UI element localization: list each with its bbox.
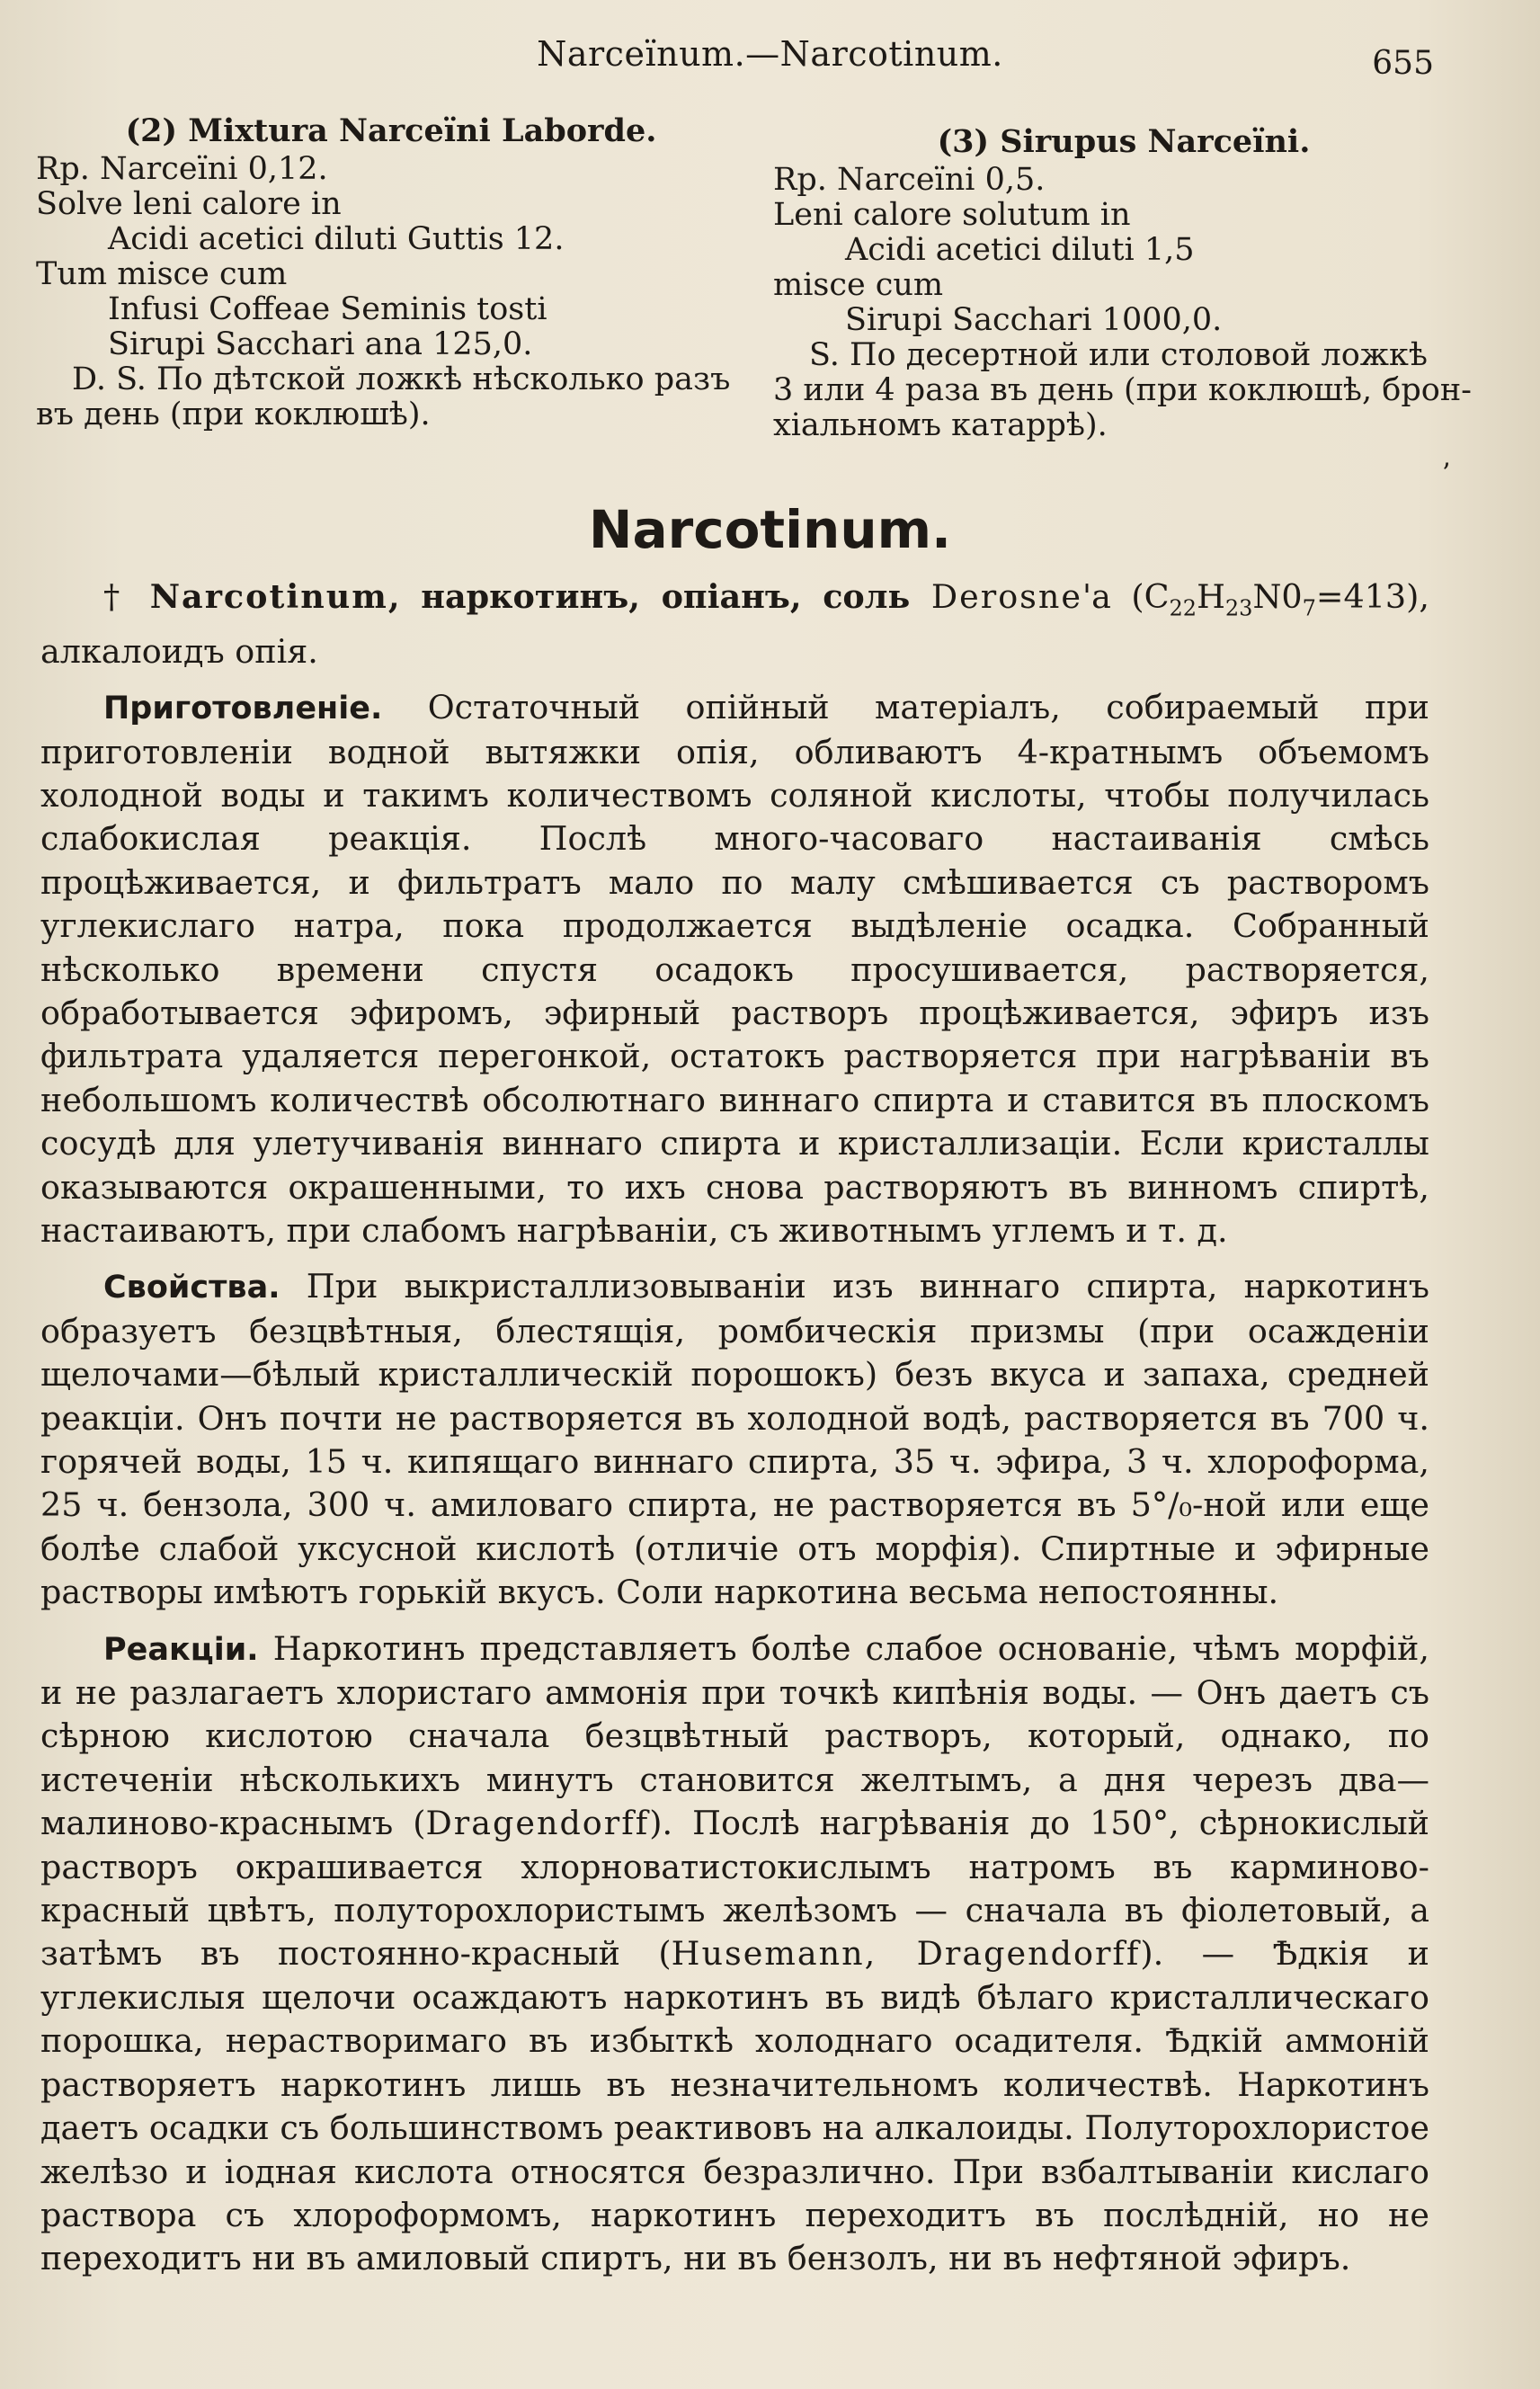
recipe-line: Rp. Narceïni 0,12. bbox=[36, 151, 328, 187]
reactions-text: ). Послѣ нагрѣванія до 150°, сѣрнокислый растворъ окрашивается хлорноватистокислымъ натромъ въ карминово-красный цвѣтъ, полуторохлористымъ желѣзомъ — сначала въ фіолетовый, а затѣмъ въ постоянно-красный ( bbox=[40, 1804, 1429, 1974]
preparation-paragraph bbox=[40, 686, 1429, 1252]
intro-tail: алкалоидъ опія. bbox=[40, 631, 318, 671]
recipes-block bbox=[36, 108, 1472, 468]
recipe-title: (2) Mixtura Narceïni Laborde. bbox=[125, 112, 657, 149]
reactions-heading: Реакціи. bbox=[103, 1631, 259, 1668]
recipe-line: D. S. По дѣтской ложкѣ нѣсколько разъ bbox=[72, 361, 731, 397]
formula-subscript: 7 bbox=[1302, 595, 1316, 621]
author-husemann-dragendorff: Husemann, Dragendorff bbox=[671, 1934, 1141, 1974]
recipe-line: Rp. Narceïni 0,5. bbox=[773, 162, 1046, 198]
recipe-line: Tum misce cum bbox=[36, 256, 288, 292]
percent-sign: °/₀ bbox=[1151, 1485, 1193, 1525]
dagger-mark: † bbox=[103, 577, 130, 616]
properties-text: При выкристаллизовываніи изъ виннаго спирта, наркотинъ образуетъ безцвѣтныя, блестящія, ромбическія призмы (при осажденіи щелочами—бѣлый кристаллическій порошокъ) безъ вкуса и запаха, средней реакціи. Онъ почти не растворяется въ холодной водѣ, растворяется въ 700 ч. горячей воды, 15 ч. кипящаго виннаго спирта, 35 ч. эфира, 3 ч. хлороформа, 25 ч. бензола, 300 ч. амиловаго спирта, не растворяется въ 5 bbox=[40, 1267, 1429, 1525]
formula-part: N0 bbox=[1252, 577, 1303, 616]
recipe-line: Infusi Coffeae Seminis tosti bbox=[108, 291, 547, 327]
recipe-line: 3 или 4 раза въ день (при коклюшѣ, брон- bbox=[773, 372, 1472, 408]
chemical-formula bbox=[1082, 577, 1429, 621]
recipe-line: Leni calore solutum in bbox=[773, 197, 1131, 233]
recipe-line: Acidi acetici diluti Guttis 12. bbox=[108, 221, 565, 257]
reactions-paragraph bbox=[40, 1627, 1429, 2281]
recipe-line: S. По десертной или столовой ложкѣ bbox=[809, 337, 1428, 373]
preparation-text: Остаточный опійный матеріалъ, собираемый при приготовленіи водной вытяжки опія, обливаютъ 4-кратнымъ объемомъ холодной воды и такимъ количествомъ соляной кислоты, чтобы получилась слабокислая реакція. Послѣ много-часоваго настаиванія смѣсь процѣживается, и фильтратъ мало по малу смѣшивается съ растворомъ углекислаго натра, пока продолжается выдѣленіе осадка. Собранный нѣсколько времени спустя осадокъ просушивается, растворяется, обработывается эфиромъ, эфирный растворъ процѣживается, эфиръ изъ фильтрата удаляется перегонкой, остатокъ растворяется при нагрѣваніи въ небольшомъ количествѣ обсолютнаго виннаго спирта и ставится въ плоскомъ сосудѣ для улетучиванія виннаго спирта и кристаллизаціи. Если кристаллы оказываются окрашенными, то ихъ снова растворяютъ въ винномъ спиртѣ, настаиваютъ, при слабомъ нагрѣваніи, съ животнымъ углемъ и т. д. bbox=[40, 688, 1429, 1250]
formula-part: =413), bbox=[1315, 577, 1429, 616]
page-number: 655 bbox=[1372, 45, 1434, 82]
drug-name: Narcotinum bbox=[149, 577, 388, 616]
recipe-line: misce cum bbox=[773, 267, 944, 303]
salt-word: соль bbox=[823, 577, 931, 616]
recipe-line: Acidi acetici diluti 1,5 bbox=[845, 232, 1195, 268]
synonyms: , наркотинъ, опіанъ, bbox=[387, 577, 823, 616]
formula-subscript: 23 bbox=[1224, 595, 1253, 621]
properties-heading: Свойства. bbox=[103, 1270, 280, 1306]
recipe-title: (3) Sirupus Narceïni. bbox=[937, 123, 1311, 160]
running-head: Narceïnum.—Narcotinum. bbox=[537, 34, 1003, 74]
reactions-text: ). — Ѣдкія и углекислыя щелочи осаждаютъ наркотинъ въ видѣ бѣлаго кристаллическаго порошка, нерастворимаго въ избыткѣ холоднаго осадителя. Ѣдкій аммоній растворяетъ наркотинъ лишь въ незначительномъ количествѣ. Наркотинъ даетъ осадки съ большинствомъ реактивовъ на алкалоиды. Полуторохлористое желѣзо и іодная кислота относятся безразлично. При взбалтываніи кислаго раствора съ хлороформомъ, наркотинъ переходитъ въ послѣдній, но не переходитъ ни въ амиловый спиртъ, ни въ бензолъ, ни въ нефтяной эфиръ. bbox=[40, 1934, 1430, 2278]
recipe-line: Solve leni calore in bbox=[36, 186, 342, 222]
reactions-text: Наркотинъ представляетъ болѣе слабое основаніе, чѣмъ морфій, и не разлагаетъ хлористаго аммонія при точкѣ кипѣнія воды. — Онъ даетъ съ сѣрною кислотою сначала безцвѣтный растворъ, который, однако, по истеченіи нѣсколькихъ минутъ становится желтымъ, а дня черезъ два—малиново-краснымъ ( bbox=[40, 1628, 1429, 1843]
preparation-heading: Приготовленіе. bbox=[103, 691, 383, 727]
properties-text: -ной или еще болѣе слабой уксусной кислотѣ (отличіе отъ морфія). Спиртные и эфирные растворы имѣютъ горькій вкусъ. Соли наркотина весьма непостоянны. bbox=[40, 1485, 1429, 1612]
ink-mark: ʼ bbox=[1441, 459, 1450, 490]
properties-paragraph bbox=[40, 1265, 1429, 1614]
recipe-line: Sirupi Sacchari 1000,0. bbox=[845, 302, 1223, 338]
recipe-line: хіальномъ катаррѣ). bbox=[773, 407, 1108, 443]
formula-subscript: 22 bbox=[1169, 595, 1197, 621]
formula-part: 'а (C bbox=[1082, 577, 1170, 616]
intro-paragraph bbox=[40, 575, 1429, 673]
formula-part: H bbox=[1197, 577, 1225, 616]
recipe-line: Sirupi Sacchari ana 125,0. bbox=[108, 326, 533, 362]
recipe-sirupus-narceini bbox=[773, 108, 1474, 443]
page-header bbox=[0, 27, 1540, 81]
section-title: Narcotinum. bbox=[588, 499, 952, 560]
author-dragendorff: Dragendorff bbox=[425, 1804, 650, 1843]
recipe-mixtura-narceini bbox=[36, 108, 746, 432]
recipe-line: въ день (при коклюшѣ). bbox=[36, 397, 431, 432]
article-body bbox=[40, 575, 1429, 2294]
author-derosne: Derosne bbox=[930, 577, 1083, 616]
